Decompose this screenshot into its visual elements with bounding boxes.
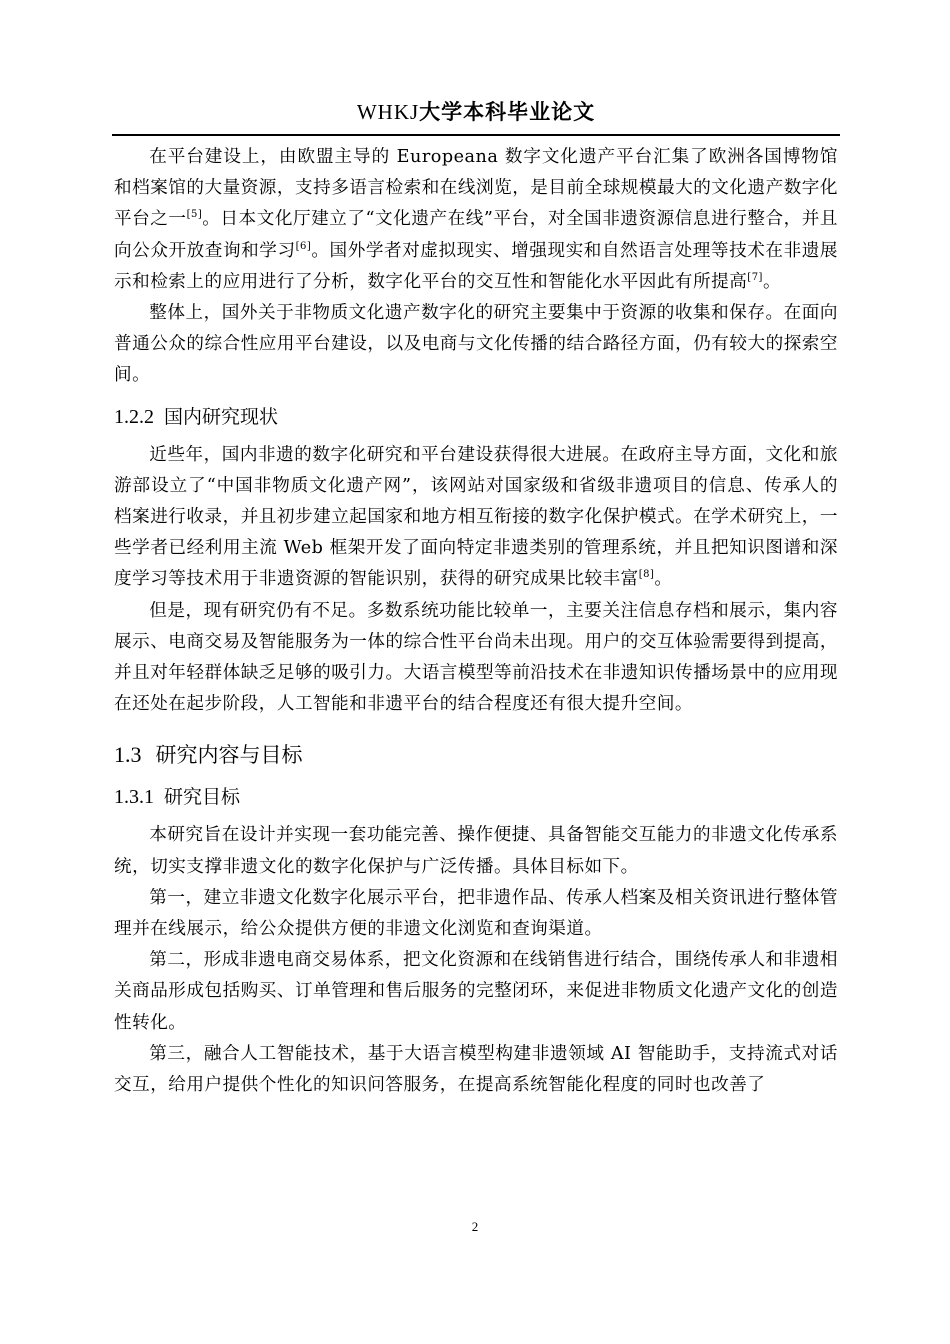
section-heading-1-2-2	[114, 402, 838, 432]
citation-reference: [7]	[747, 271, 763, 283]
paragraph-text: 。	[762, 271, 782, 292]
document-body	[114, 142, 838, 1101]
paragraph-group-foreign-research	[114, 142, 838, 392]
section-title: 研究内容与目标	[155, 743, 303, 768]
header-title	[357, 96, 595, 126]
paragraph-text: 。国外学者对虚拟现实、增强现实和自然语言处理等技术在非遗展示和检索上的应用进行了分析，数字化平台的交互性和智能化水平因此有所提高	[114, 240, 838, 292]
paragraph-text: 本研究旨在设计并实现一套功能完善、操作便捷、具备智能交互能力的非遗文化传承系统，切实支撑非遗文化的数字化保护与广泛传播。具体目标如下。	[114, 825, 838, 877]
page-header	[112, 90, 840, 136]
header-title-latin: WHKJ	[356, 100, 420, 124]
section-title: 国内研究现状	[164, 405, 279, 428]
page-number: 2	[471, 1219, 479, 1234]
citation-reference: [6]	[295, 240, 312, 252]
paragraph-text: 第一，建立非遗文化数字化展示平台，把非遗作品、传承人档案及相关资讯进行整体管理并在线展示，给公众提供方便的非遗文化浏览和查询渠道。	[114, 887, 838, 940]
body-paragraph	[114, 298, 838, 392]
paragraph-text: 第二，形成非遗电商交易体系，把文化资源和在线销售进行结合，围绕传承人和非遗相关商品形成包括购买、订单管理和售后服务的完整闭环，来促进非物质文化遗产文化的创造性转化。	[114, 950, 838, 1033]
paragraph-text: 近些年，国内非遗的数字化研究和平台建设获得很大进展。在政府主导方面，文化和旅游部设立了“中国非物质文化遗产网”，该网站对国家级和省级非遗项目的信息、传承人的档案进行收录，并且初步建立起国家和地方相互衔接的数字化保护模式。在学术研究上，一些学者已经利用主流 Web 框架开发了面向特定非遗类别的管理系统，并且把知识图谱和深度学习等技术用于非遗资源的智能识别，获得的研究成果比较丰富	[114, 444, 838, 590]
body-paragraph	[114, 1039, 838, 1101]
section-heading-1-3-1	[114, 782, 838, 812]
paragraph-text: 在平台建设上，由欧盟主导的 Europeana 数字文化遗产平台汇集了欧洲各国博物馆和档案馆的大量资源，支持多语言检索和在线浏览，是目前全球规模最大的文化遗产数字化平台之一	[114, 147, 838, 230]
body-paragraph	[114, 596, 838, 721]
citation-reference: [5]	[186, 209, 203, 221]
paragraph-text: 。	[654, 569, 673, 590]
paragraph-group-domestic-research	[114, 440, 838, 721]
section-title: 研究目标	[164, 786, 241, 809]
paragraph-text: 整体上，国外关于非物质文化遗产数字化的研究主要集中于资源的收集和保存。在面向普通公众的综合性应用平台建设，以及电商与文化传播的结合路径方面，仍有较大的探索空间。	[114, 303, 838, 386]
paragraph-text: 第三，融合人工智能技术，基于大语言模型构建非遗领域 AI 智能助手，支持流式对话交互，给用户提供个性化的知识问答服务，在提高系统智能化程度的同时也改善了	[114, 1043, 838, 1096]
section-heading-1-3	[114, 738, 838, 772]
body-paragraph	[114, 883, 838, 945]
body-paragraph	[114, 820, 838, 882]
section-number: 1.3	[114, 742, 142, 768]
body-paragraph	[114, 945, 838, 1039]
paragraph-text: 但是，现有研究仍有不足。多数系统功能比较单一，主要关注信息存档和展示，集内容展示、电商交易及智能服务为一体的综合性平台尚未出现。用户的交互体验需要得到提高，并且对年轻群体缺乏足够的吸引力。大语言模型等前沿技术在非遗知识传播场景中的应用现在还处在起步阶段，人工智能和非遗平台的结合程度还有很大提升空间。	[114, 600, 838, 715]
paragraph-text: 。日本文化厅建立了“文化遗产在线”平台，对全国非遗资源信息进行整合，并且向公众开放查询和学习	[114, 209, 838, 261]
header-title-cjk: 大学本科毕业论文	[419, 100, 596, 124]
body-paragraph	[114, 440, 838, 596]
body-paragraph	[114, 142, 838, 298]
citation-reference: [8]	[638, 569, 655, 581]
paragraph-group-research-goals	[114, 820, 838, 1101]
section-number: 1.2.2	[114, 405, 154, 428]
section-number: 1.3.1	[114, 786, 154, 809]
